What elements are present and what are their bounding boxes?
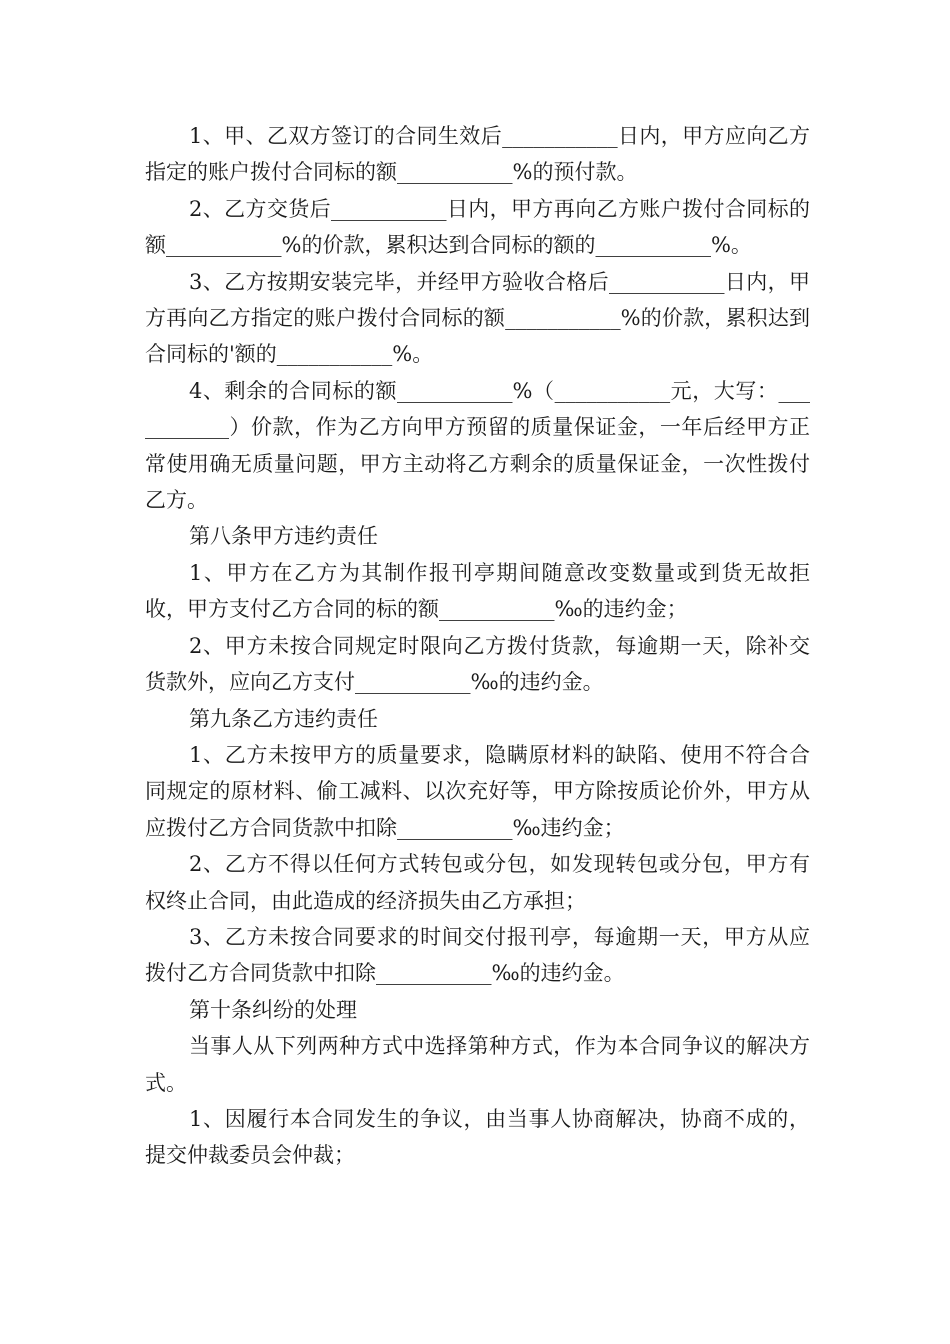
payment-clause-4: 4、剩余的合同标的额___________%（___________元，大写：___________）价款，作为乙方向甲方预留的质量保证金，一年后经甲方正常使用确无质量问题，甲方主动将乙方剩余的质量保证金，一次性拨付乙方。 [145,378,810,513]
article-8-clause-2: 2、甲方未按合同规定时限向乙方拨付货款，每逾期一天，除补交货款外，应向乙方支付___________‰的违约金。 [145,633,810,695]
article-9-clause-1: 1、乙方未按甲方的质量要求，隐瞒原材料的缺陷、使用不符合合同规定的原材料、偷工减料、以次充好等，甲方除按质论价外，甲方从应拨付乙方合同货款中扣除___________‰违约金； [145,742,810,840]
article-9-heading: 第九条乙方违约责任 [189,706,378,731]
payment-clause-1: 1、甲、乙双方签订的合同生效后___________日内，甲方应向乙方指定的账户拨付合同标的额___________%的预付款。 [145,124,810,185]
article-10-clause-1: 1、因履行本合同发生的争议，由当事人协商解决，协商不成的，提交仲裁委员会仲裁； [145,1106,810,1168]
article-10-heading: 第十条纠纷的处理 [189,997,357,1022]
article-8-heading: 第八条甲方违约责任 [189,524,378,549]
article-10-intro: 当事人从下列两种方式中选择第种方式，作为本合同争议的解决方式。 [145,1034,810,1095]
payment-clause-3: 3、乙方按期安装完毕，并经甲方验收合格后___________日内，甲方再向乙方指定的账户拨付合同标的额___________%的价款，累积达到合同标的'额的___________%。 [145,269,810,367]
contract-page [145,118,810,1174]
article-9-clause-3: 3、乙方未按合同要求的时间交付报刊亭，每逾期一天，甲方从应拨付乙方合同货款中扣除___________‰的违约金。 [145,924,810,986]
article-9-clause-2: 2、乙方不得以任何方式转包或分包，如发现转包或分包，甲方有权终止合同，由此造成的经济损失由乙方承担； [145,852,810,913]
article-8-clause-1: 1、甲方在乙方为其制作报刊亭期间随意改变数量或到货无故拒收，甲方支付乙方合同的标的额___________‰的违约金； [145,560,810,622]
payment-clause-2: 2、乙方交货后___________日内，甲方再向乙方账户拨付合同标的额___________%的价款，累积达到合同标的额的___________%。 [145,196,810,258]
